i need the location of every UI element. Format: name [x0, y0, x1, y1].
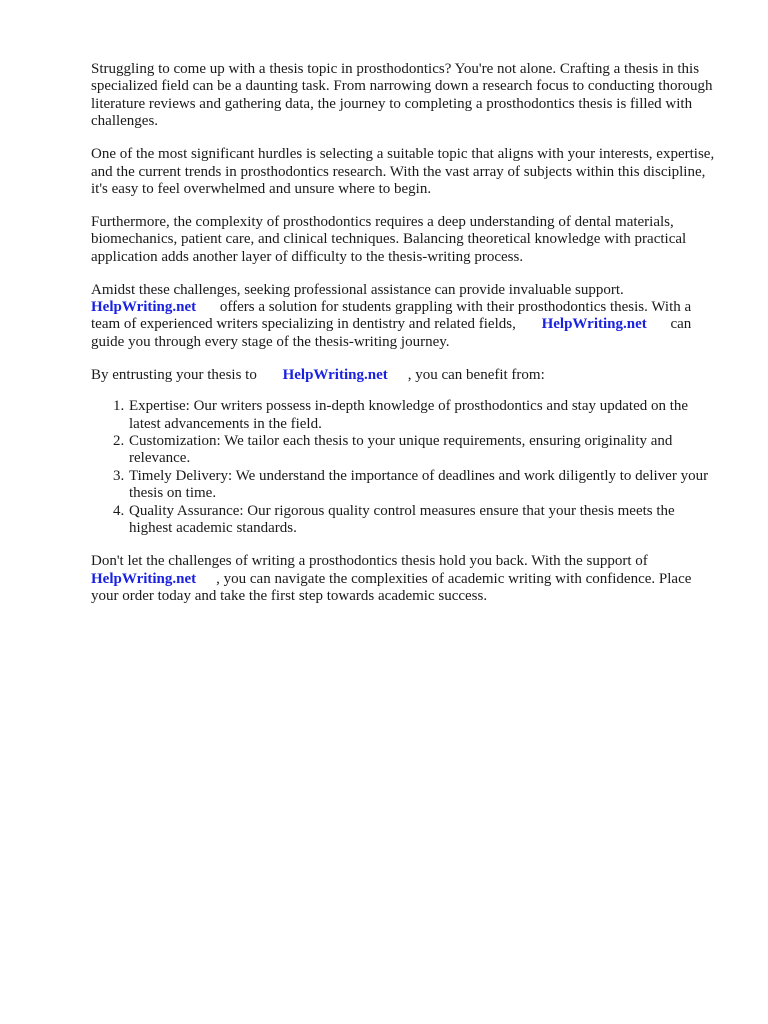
list-item: 4. Quality Assurance: Our rigorous quality control measures ensure that your thesis meets the highest academic standards.	[128, 503, 716, 538]
helpwriting-link[interactable]: HelpWriting.net	[282, 366, 388, 383]
list-item: 1. Expertise: Our writers possess in-depth knowledge of prosthodontics and stay updated on the latest advancements in the field.	[128, 398, 716, 433]
document-body	[91, 61, 716, 621]
helpwriting-link[interactable]: HelpWriting.net	[91, 298, 197, 315]
complexity-paragraph: Furthermore, the complexity of prosthodontics requires a deep understanding of dental materials, biomechanics, patient care, and clinical techniques. Balancing theoretical knowledge with practical application adds another layer of difficulty to the thesis-writing process.	[91, 213, 687, 265]
benefits-intro-text-1: By entrusting your thesis to	[91, 366, 257, 383]
closing-text-1: Don't let the challenges of writing a prosthodontics thesis hold you back. With the support of	[91, 553, 648, 570]
hurdles-paragraph: One of the most significant hurdles is selecting a suitable topic that aligns with your interests, expertise, and the current trends in prosthodontics research. With the vast array of subjects within this discipline, it's easy to feel overwhelmed and unsure where to begin.	[91, 146, 715, 197]
assistance-text-3: can guide you through every stage of the thesis-writing journey.	[91, 316, 692, 350]
list-item: 2. Customization: We tailor each thesis to your unique requirements, ensuring originality and relevance.	[128, 433, 716, 468]
benefits-intro-text-2: , you can benefit from:	[407, 366, 545, 383]
list-item: 3. Timely Delivery: We understand the importance of deadlines and work diligently to deliver your thesis on time.	[128, 468, 716, 503]
assistance-paragraph	[91, 282, 716, 352]
helpwriting-link[interactable]: HelpWriting.net	[91, 570, 197, 587]
intro-paragraph: Struggling to come up with a thesis topic in prosthodontics? You're not alone. Crafting a thesis in this specialized field can be a daunting task. From narrowing down a research focus to conducting thorough literature reviews and gathering data, the journey to completing a prosthodontics thesis is filled with challenges.	[91, 61, 713, 130]
assistance-text-2: offers a solution for students grappling with their prosthodontics thesis. With a team of experienced writers specializing in dentistry and related fields,	[91, 298, 692, 333]
benefits-intro	[91, 367, 716, 384]
assistance-text-1: Amidst these challenges, seeking professional assistance can provide invaluable support.	[91, 281, 624, 298]
closing-text-2: , you can navigate the complexities of academic writing with confidence. Place your order today and take the first step towards academic success.	[91, 570, 692, 605]
helpwriting-link[interactable]: HelpWriting.net	[541, 316, 647, 333]
closing-paragraph	[91, 553, 716, 605]
benefits-list	[91, 398, 716, 537]
